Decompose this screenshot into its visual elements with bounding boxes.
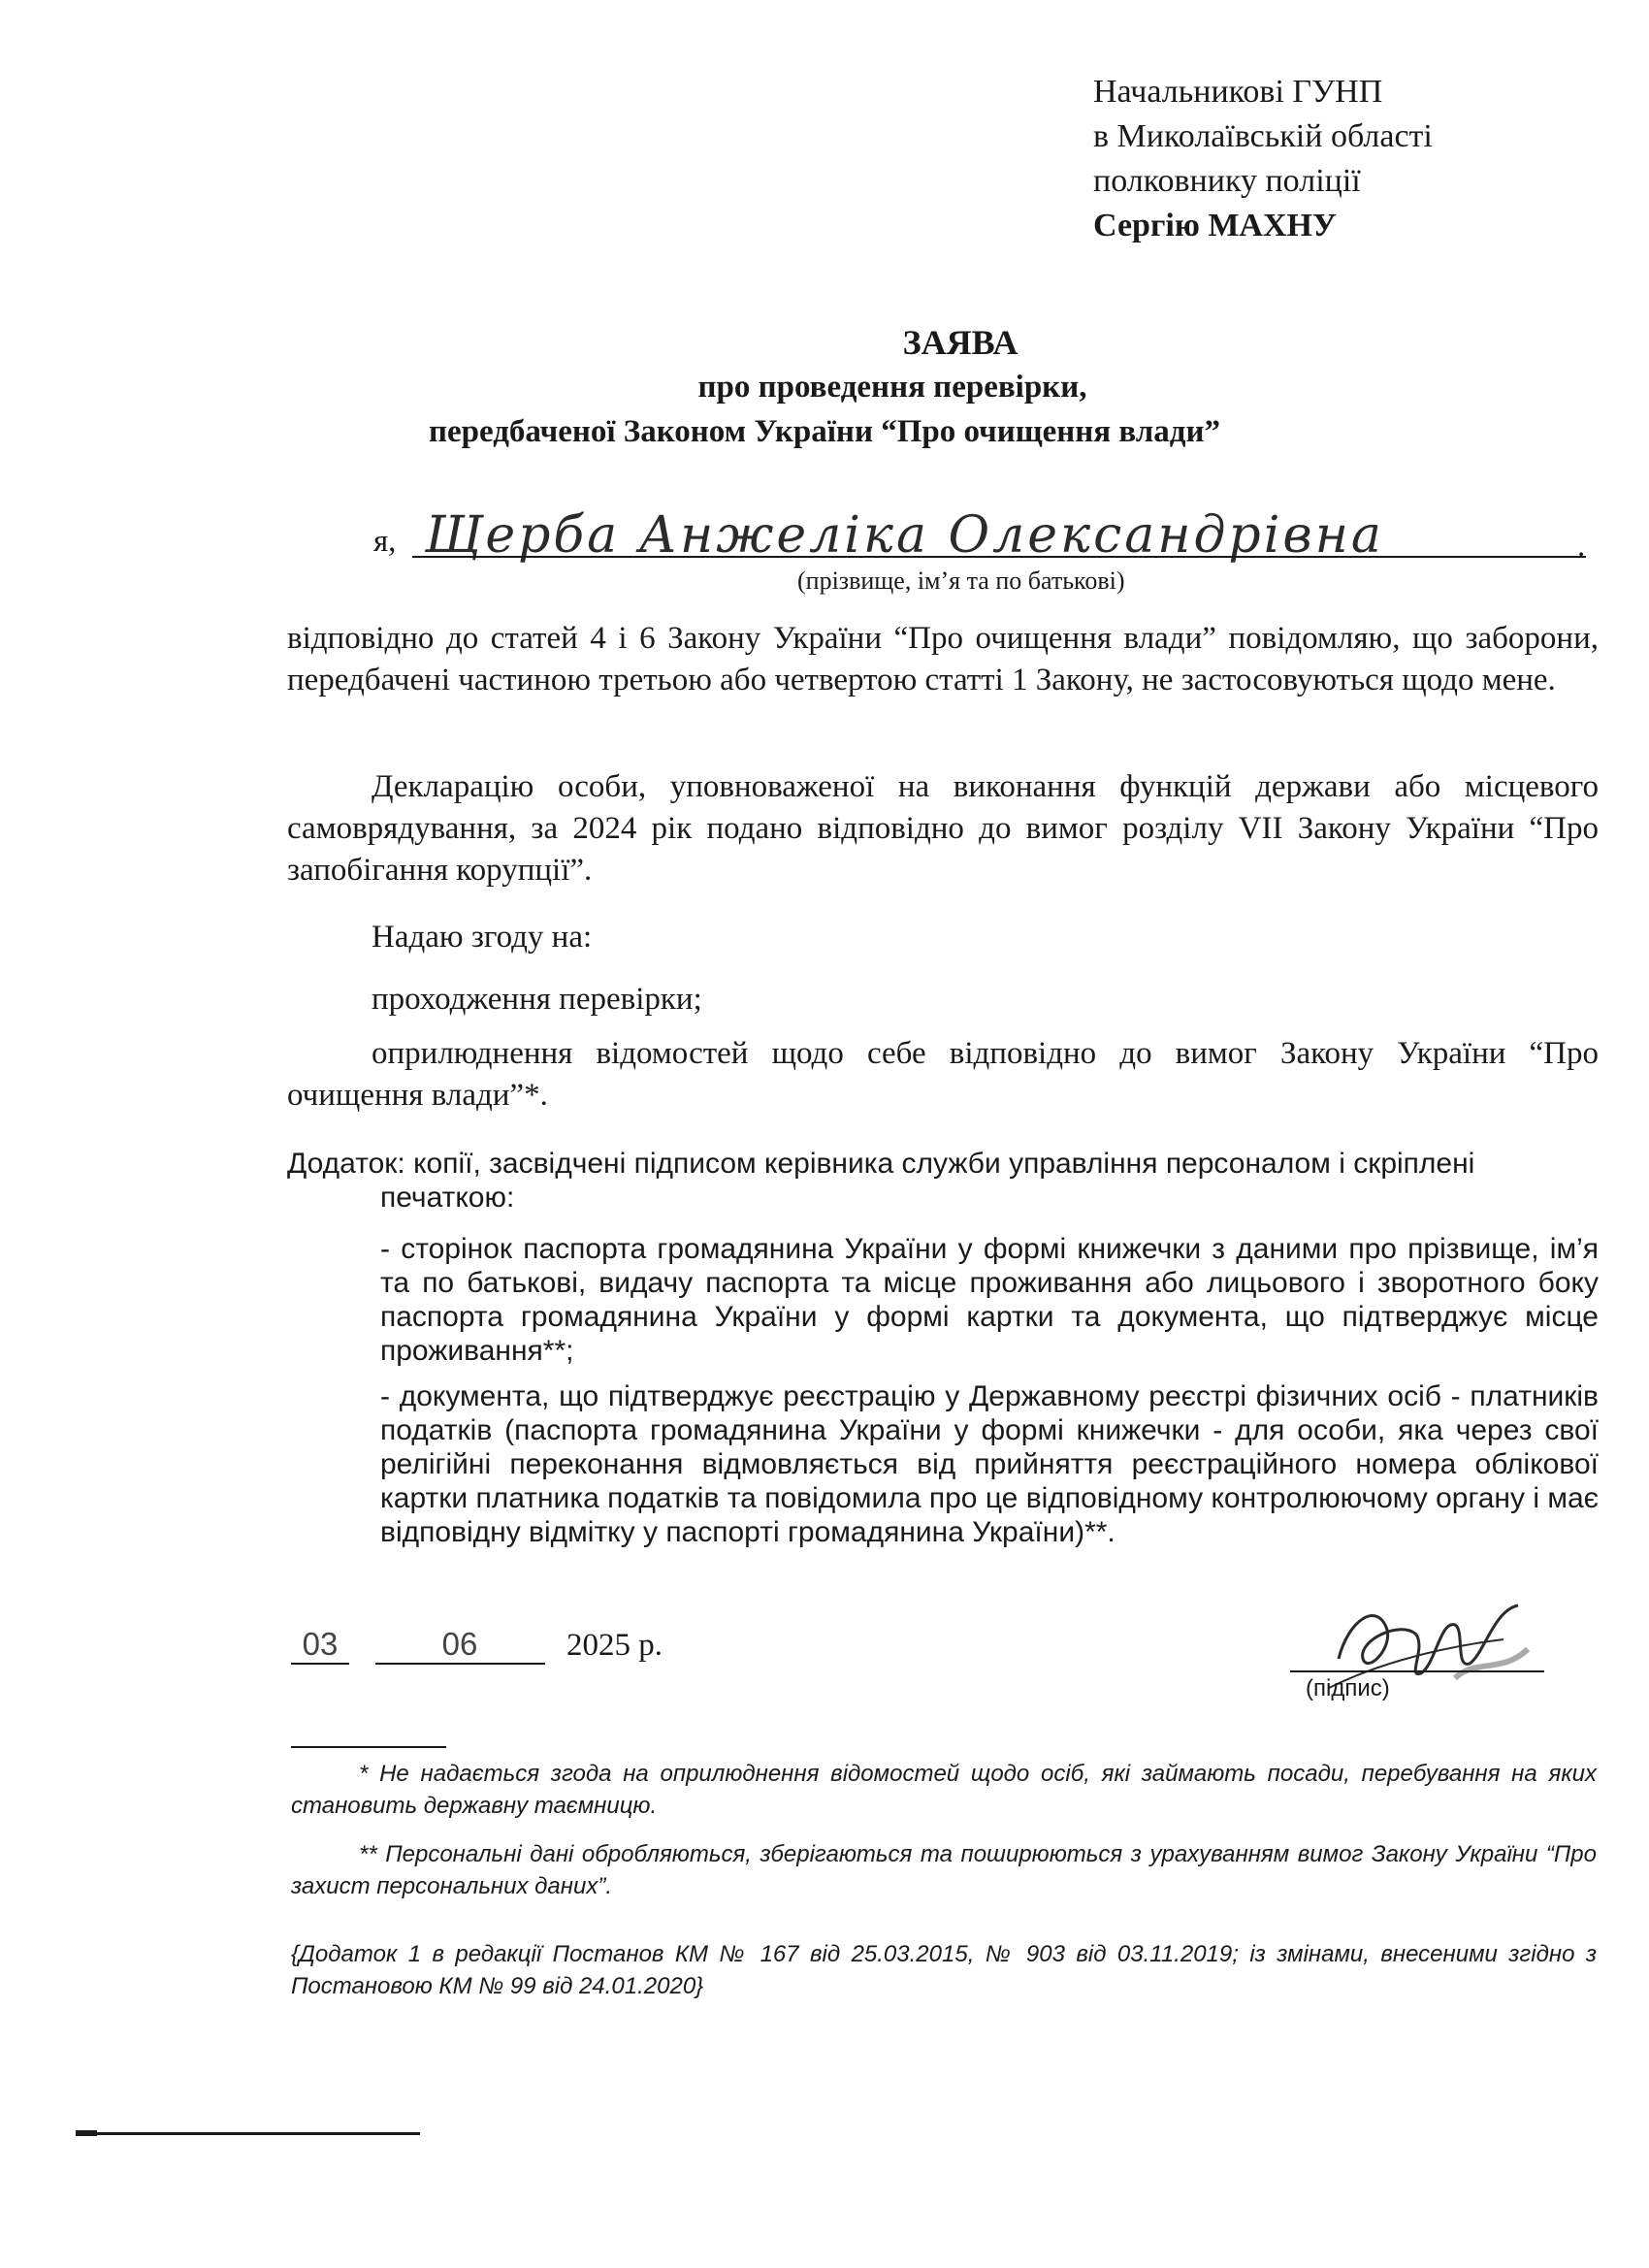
addressee-name: Сергію МАХНУ — [1093, 208, 1337, 243]
addressee-line-1: Начальникові ГУНП — [1093, 74, 1383, 110]
date-month: 06 — [375, 1626, 545, 1665]
signature-hint: (підпис) — [1306, 1675, 1390, 1701]
addressee-line-2: в Миколаївській області — [1093, 118, 1433, 154]
annex-item-tax-registration: - документа, що підтверджує реєстрацію у Державному реєстрі фізичних осіб - платників податків (паспорта громадянина України у формі книжечки - для особи, яка через свої релігійні переконання відмовляється від прийняття реєстраційного номера облікової картки платника податків та повідомила про це відповідному контролюючому органу і має відповідну відмітку у паспорті громадянина України)**. — [380, 1380, 1599, 1548]
applicant-name-hint: (прізвище, ім’я та по батькові) — [797, 567, 1125, 595]
consent-item-publication: оприлюднення відомостей щодо себе відповідно до вимог Закону України “Про очищення влади”*. — [287, 1036, 1599, 1113]
annex-heading-cont: печаткою: — [380, 1182, 515, 1214]
document-subtitle-1: про проведення перевірки, — [697, 370, 1087, 405]
consent-item-check: проходження перевірки; — [372, 982, 702, 1017]
signature-line — [1290, 1670, 1544, 1672]
applicant-handwritten-name: Щерба Анжеліка Олександрівна — [425, 506, 1384, 565]
document-title-block — [0, 320, 1649, 454]
annex-block — [287, 1147, 1599, 1549]
annex-heading: Додаток: копії, засвідчені підписом керівника служби управління персоналом і скріплені — [287, 1148, 1475, 1180]
scan-edge-line — [76, 2132, 420, 2135]
footnote-1 — [291, 1758, 1597, 1822]
footnote-2-text: ** Персональні дані обробляються, зберігаються та поширюються з урахуванням вимог Закону України “Про захист персональних даних”. — [291, 1841, 1597, 1899]
addressee-block — [1093, 70, 1433, 248]
document-title: ЗАЯВА — [902, 323, 1018, 362]
footnote-separator — [291, 1746, 446, 1748]
handwritten-signature — [1310, 1581, 1542, 1727]
document-subtitle-2: передбаченої Законом України “Про очищення влади” — [428, 414, 1220, 449]
amendment-note: {Додаток 1 в редакції Постанов КМ № 167 від 25.03.2015, № 903 від 03.11.2019; із змінами, внесеними згідно з Постановою КМ № 99 від 24.01.2020} — [291, 1941, 1597, 1999]
statement-paragraph: відповідно до статей 4 і 6 Закону України “Про очищення влади” повідомляю, що заборони, передбачені частиною третьою або четвертою статті 1 Закону, не застосовуються щодо мене. — [287, 621, 1599, 697]
date-year: 2025 р. — [566, 1628, 663, 1663]
applicant-prefix: я, — [373, 524, 397, 559]
date-row — [291, 1626, 663, 1665]
footnote-1-text: * Не надається згода на оприлюднення відомостей щодо осіб, які займають посади, перебування на яких становить державну таємницю. — [291, 1761, 1597, 1819]
annex-item-passport: - сторінок паспорта громадянина України у формі книжечки з даними про прізвище, ім’я та по батькові, видачу паспорта та місце проживання або лицьового і зворотного боку паспорта громадянина України у формі картки та документа, що підтверджує місце проживання**; — [380, 1233, 1599, 1367]
footnote-2 — [291, 1838, 1597, 1902]
applicant-name-underline — [412, 556, 1586, 558]
addressee-line-3: полковнику поліції — [1093, 163, 1361, 199]
scan-edge-mark — [76, 2130, 97, 2136]
declaration-paragraph: Декларацію особи, уповноваженої на виконання функцій держави або місцевого самоврядування, за 2024 рік подано відповідно до вимог розділу VII Закону України “Про запобігання корупції”. — [287, 769, 1599, 888]
consent-intro: Надаю згоду на: — [372, 920, 593, 955]
date-day: 03 — [291, 1626, 349, 1665]
applicant-suffix: . — [1577, 529, 1586, 564]
